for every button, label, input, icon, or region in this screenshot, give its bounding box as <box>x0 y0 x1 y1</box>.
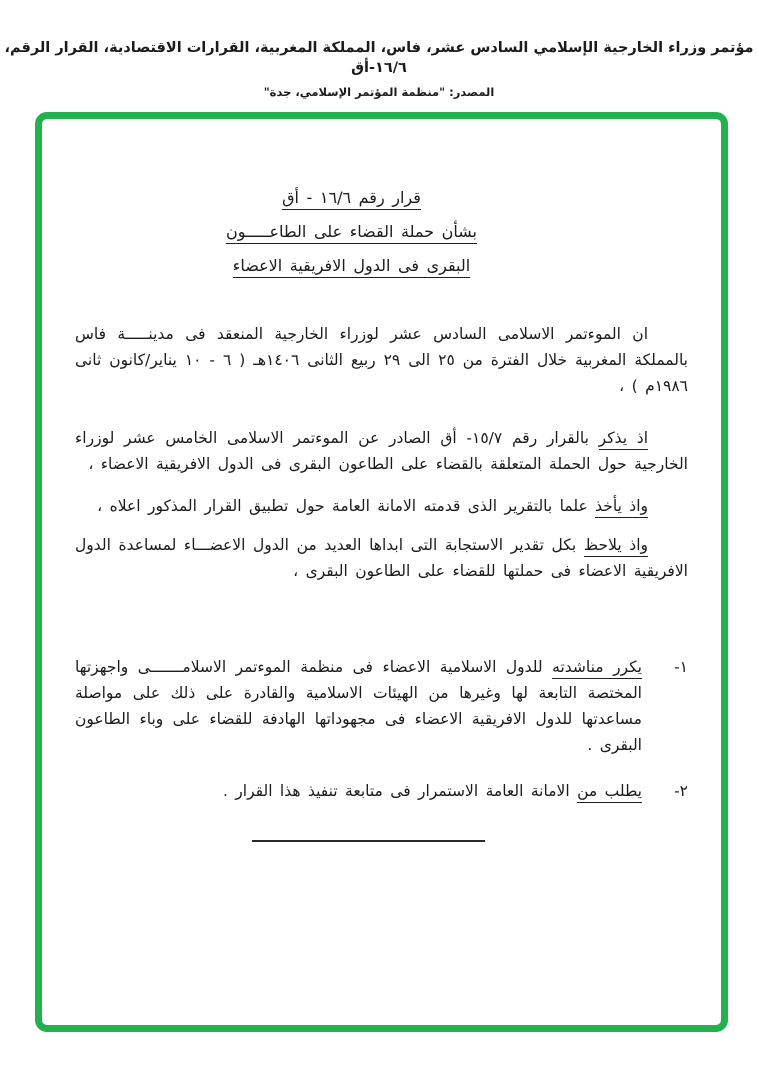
title-line-2-text: بشأن حملة القضاء على الطاعـــــون <box>226 222 477 244</box>
header-source-line: المصدر: "منظمة المؤتمر الإسلامي، جدة" <box>263 85 495 99</box>
operative-item-2 <box>75 778 688 804</box>
item-2-text: الامانة العامة الاستمرار فى متابعة تنفيذ هذا القرار . <box>222 782 578 800</box>
operative-item-1 <box>75 654 688 758</box>
title-line-2 <box>45 215 658 249</box>
item-1-body <box>75 654 642 758</box>
preamble-1-text: ان الموءتمر الاسلامى السادس عشر لوزراء الخارجية المنعقد فى مدينـــــة فاس بالمملكة المغربية خلال الفترة من ٢٥ الى ٢٩ ربيع الثانى ١٤٠٦هـ ( ٦ - ١٠ يناير/كانون ثانى ١٩٨٦م ) ، <box>75 325 688 395</box>
preamble-paragraph-1 <box>75 321 688 399</box>
header-citation-line: مؤتمر وزراء الخارجية الإسلامي السادس عشر، فاس، المملكة المغربية، القرارات الاقتصادية، القرار الرقم، ١٦/٦-أق <box>4 40 754 76</box>
preamble-paragraph-4 <box>75 532 688 584</box>
preamble-2-lead: اذ يذكر <box>599 429 648 450</box>
item-2-body <box>75 778 642 804</box>
preamble-4-text: بكل تقدير الاستجابة التى ابداها العديد من الدول الاعضـــاء لمساعدة الدول الافريقية الاعضاء فى حملتها للقضاء على الطاعون البقرى ، <box>75 536 688 580</box>
preamble-paragraph-2 <box>75 425 688 477</box>
item-1-text: للدول الاسلامية الاعضاء فى منظمة الموءتمر الاسلامـــــــى واجهزتها المختصة التابعة لها وغيرها من الهيئات الاسلامية والقادرة على ذلك على مواصلة مساعدتها للدول الافريقية الاعضاء فى مجهوداتها الهادفة للقضاء على وباء الطاعون البقرى . <box>75 658 642 754</box>
title-line-1-text: قرار رقم ١٦/٦ - أق <box>282 188 421 210</box>
item-1-lead: يكرر مناشدته <box>552 658 642 679</box>
resolution-title <box>45 181 658 283</box>
title-line-1 <box>45 181 658 215</box>
preamble-3-text: علما بالتقرير الذى قدمته الامانة العامة حول تطبيق القرار المذكور اعلاه ، <box>97 497 596 515</box>
preamble-paragraph-3 <box>75 493 688 519</box>
document-header <box>0 0 758 101</box>
preamble-2-text: بالقرار رقم ١٥/٧- أق الصادر عن الموءتمر الاسلامى الخامس عشر لوزراء الخارجية حول الحملة المتعلقة بالقضاء على الطاعون البقرى فى الدول الافريقية الاعضاء ، <box>75 429 688 473</box>
item-1-number: ١- <box>674 658 688 676</box>
item-2-number: ٢- <box>674 782 688 800</box>
green-border-frame <box>35 112 728 1032</box>
title-line-3 <box>45 249 658 283</box>
title-line-3-text: البقرى فى الدول الافريقية الاعضاء <box>233 256 470 278</box>
preamble-4-lead: واذ يلاحظ <box>584 536 648 557</box>
item-2-lead: يطلب من <box>577 782 642 803</box>
resolution-body <box>42 119 721 842</box>
end-of-resolution-divider <box>252 840 485 842</box>
preamble-3-lead: واذ يأخذ <box>595 497 648 518</box>
